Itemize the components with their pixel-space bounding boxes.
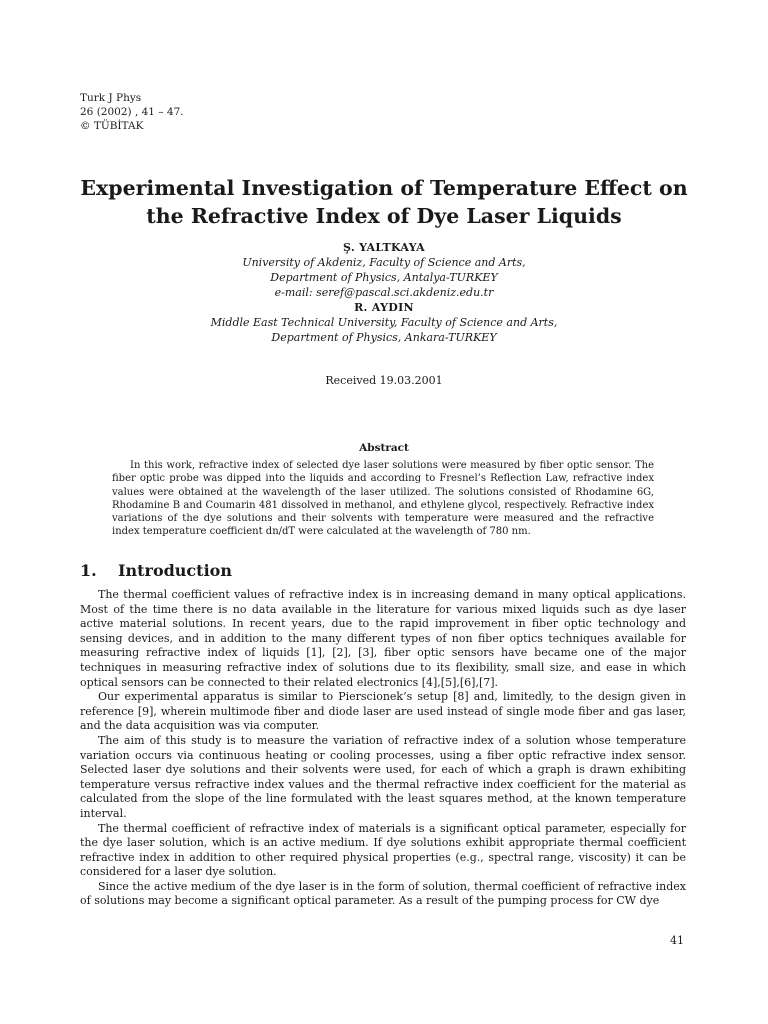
body-paragraph: The aim of this study is to measure the variation of refractive index of a solution whose temperature variation occurs via continuous heating or cooling processes, using a fiber optic refractive index sensor. Selected laser dye solutions and their solvents were used, for each of which a graph is drawn exhibiting temperature versus refractive index values and the thermal refractive index coefficient for the material as calculated from the slope of the line formulated with the least squares method, at the known temperature interval. bbox=[80, 733, 686, 820]
journal-volume-pages: 26 (2002) , 41 – 47. bbox=[80, 106, 184, 118]
author-affiliation-line: University of Akdeniz, Faculty of Science and Arts, bbox=[242, 256, 526, 269]
author-name: Ş. YALTKAYA bbox=[342, 241, 425, 254]
paper-title-line-1: Experimental Investigation of Temperature Effect on bbox=[80, 176, 688, 200]
body-paragraph: Since the active medium of the dye laser is in the form of solution, thermal coefficient of refractive index of solutions may become a significant optical parameter. As a result of the pumping process for CW dye bbox=[80, 879, 686, 908]
author-email: e-mail: seref@pascal.sci.akdeniz.edu.tr bbox=[274, 286, 494, 299]
section-title: Introduction bbox=[118, 561, 232, 580]
paper-title bbox=[60, 174, 708, 230]
body-text bbox=[80, 588, 686, 909]
journal-copyright: © TÜBİTAK bbox=[80, 120, 144, 132]
section-heading bbox=[80, 560, 232, 582]
author-affiliation-line: Department of Physics, Ankara-TURKEY bbox=[271, 331, 497, 344]
authors-block bbox=[100, 240, 668, 345]
body-paragraph: Our experimental apparatus is similar to Pierscionek’s setup [8] and, limitedly, to the design given in reference [9], wherein multimode fiber and diode laser are used instead of single mode fiber and gas laser, and the data acquisition was via computer. bbox=[80, 690, 686, 733]
body-paragraph: The thermal coefficient of refractive index of materials is a significant optical parameter, especially for the dye laser solution, which is an active medium. If dye solutions exhibit appropriate thermal coefficient refractive index in addition to other required physical properties (e.g., spectral range, viscosity) it can be considered for a laser dye solution. bbox=[80, 821, 686, 879]
author-affiliation-line: Department of Physics, Antalya-TURKEY bbox=[270, 271, 498, 284]
received-date: Received 19.03.2001 bbox=[325, 374, 443, 387]
page-number: 41 bbox=[670, 934, 684, 947]
journal-info bbox=[80, 91, 184, 133]
body-paragraph: The thermal coefficient values of refractive index is in increasing demand in many optical applications. Most of the time there is no data available in the literature for various mixed liquids such as dye laser active material solutions. In recent years, due to the rapid improvement in fiber optic technology and sensing devices, and in addition to the many different types of non fiber optics techniques available for measuring refractive index of liquids [1], [2], [3], fiber optic sensors have became one of the major techniques in measuring refractive index of solutions due to its flexibility, small size, and ease in which optical sensors can be connected to their related electronics [4],[5],[6],[7]. bbox=[80, 588, 686, 689]
abstract-text: In this work, refractive index of selected dye laser solutions were measured by fiber optic sensor. The fiber optic probe was dipped into the liquids and according to Fresnel’s Reflection Law, refractive index values were obtained at the wavelength of the laser utilized. The solutions consisted of Rhodamine 6G, Rhodamine B and Coumarin 481 dissolved in methanol, and ethylene glycol, respectively. Refractive index variations of the dye solutions and their solvents with temperature were measured and the refractive index temperature coefficient dn/dT were calculated at the wavelength of 780 nm. bbox=[112, 460, 654, 538]
journal-name: Turk J Phys bbox=[80, 92, 142, 104]
abstract-heading: Abstract bbox=[359, 442, 409, 454]
author-name: R. AYDIN bbox=[354, 301, 414, 314]
section-number: 1. bbox=[80, 561, 97, 580]
author-affiliation-line: Middle East Technical University, Faculty of Science and Arts, bbox=[210, 316, 558, 329]
paper-title-line-2: the Refractive Index of Dye Laser Liquids bbox=[146, 204, 622, 228]
